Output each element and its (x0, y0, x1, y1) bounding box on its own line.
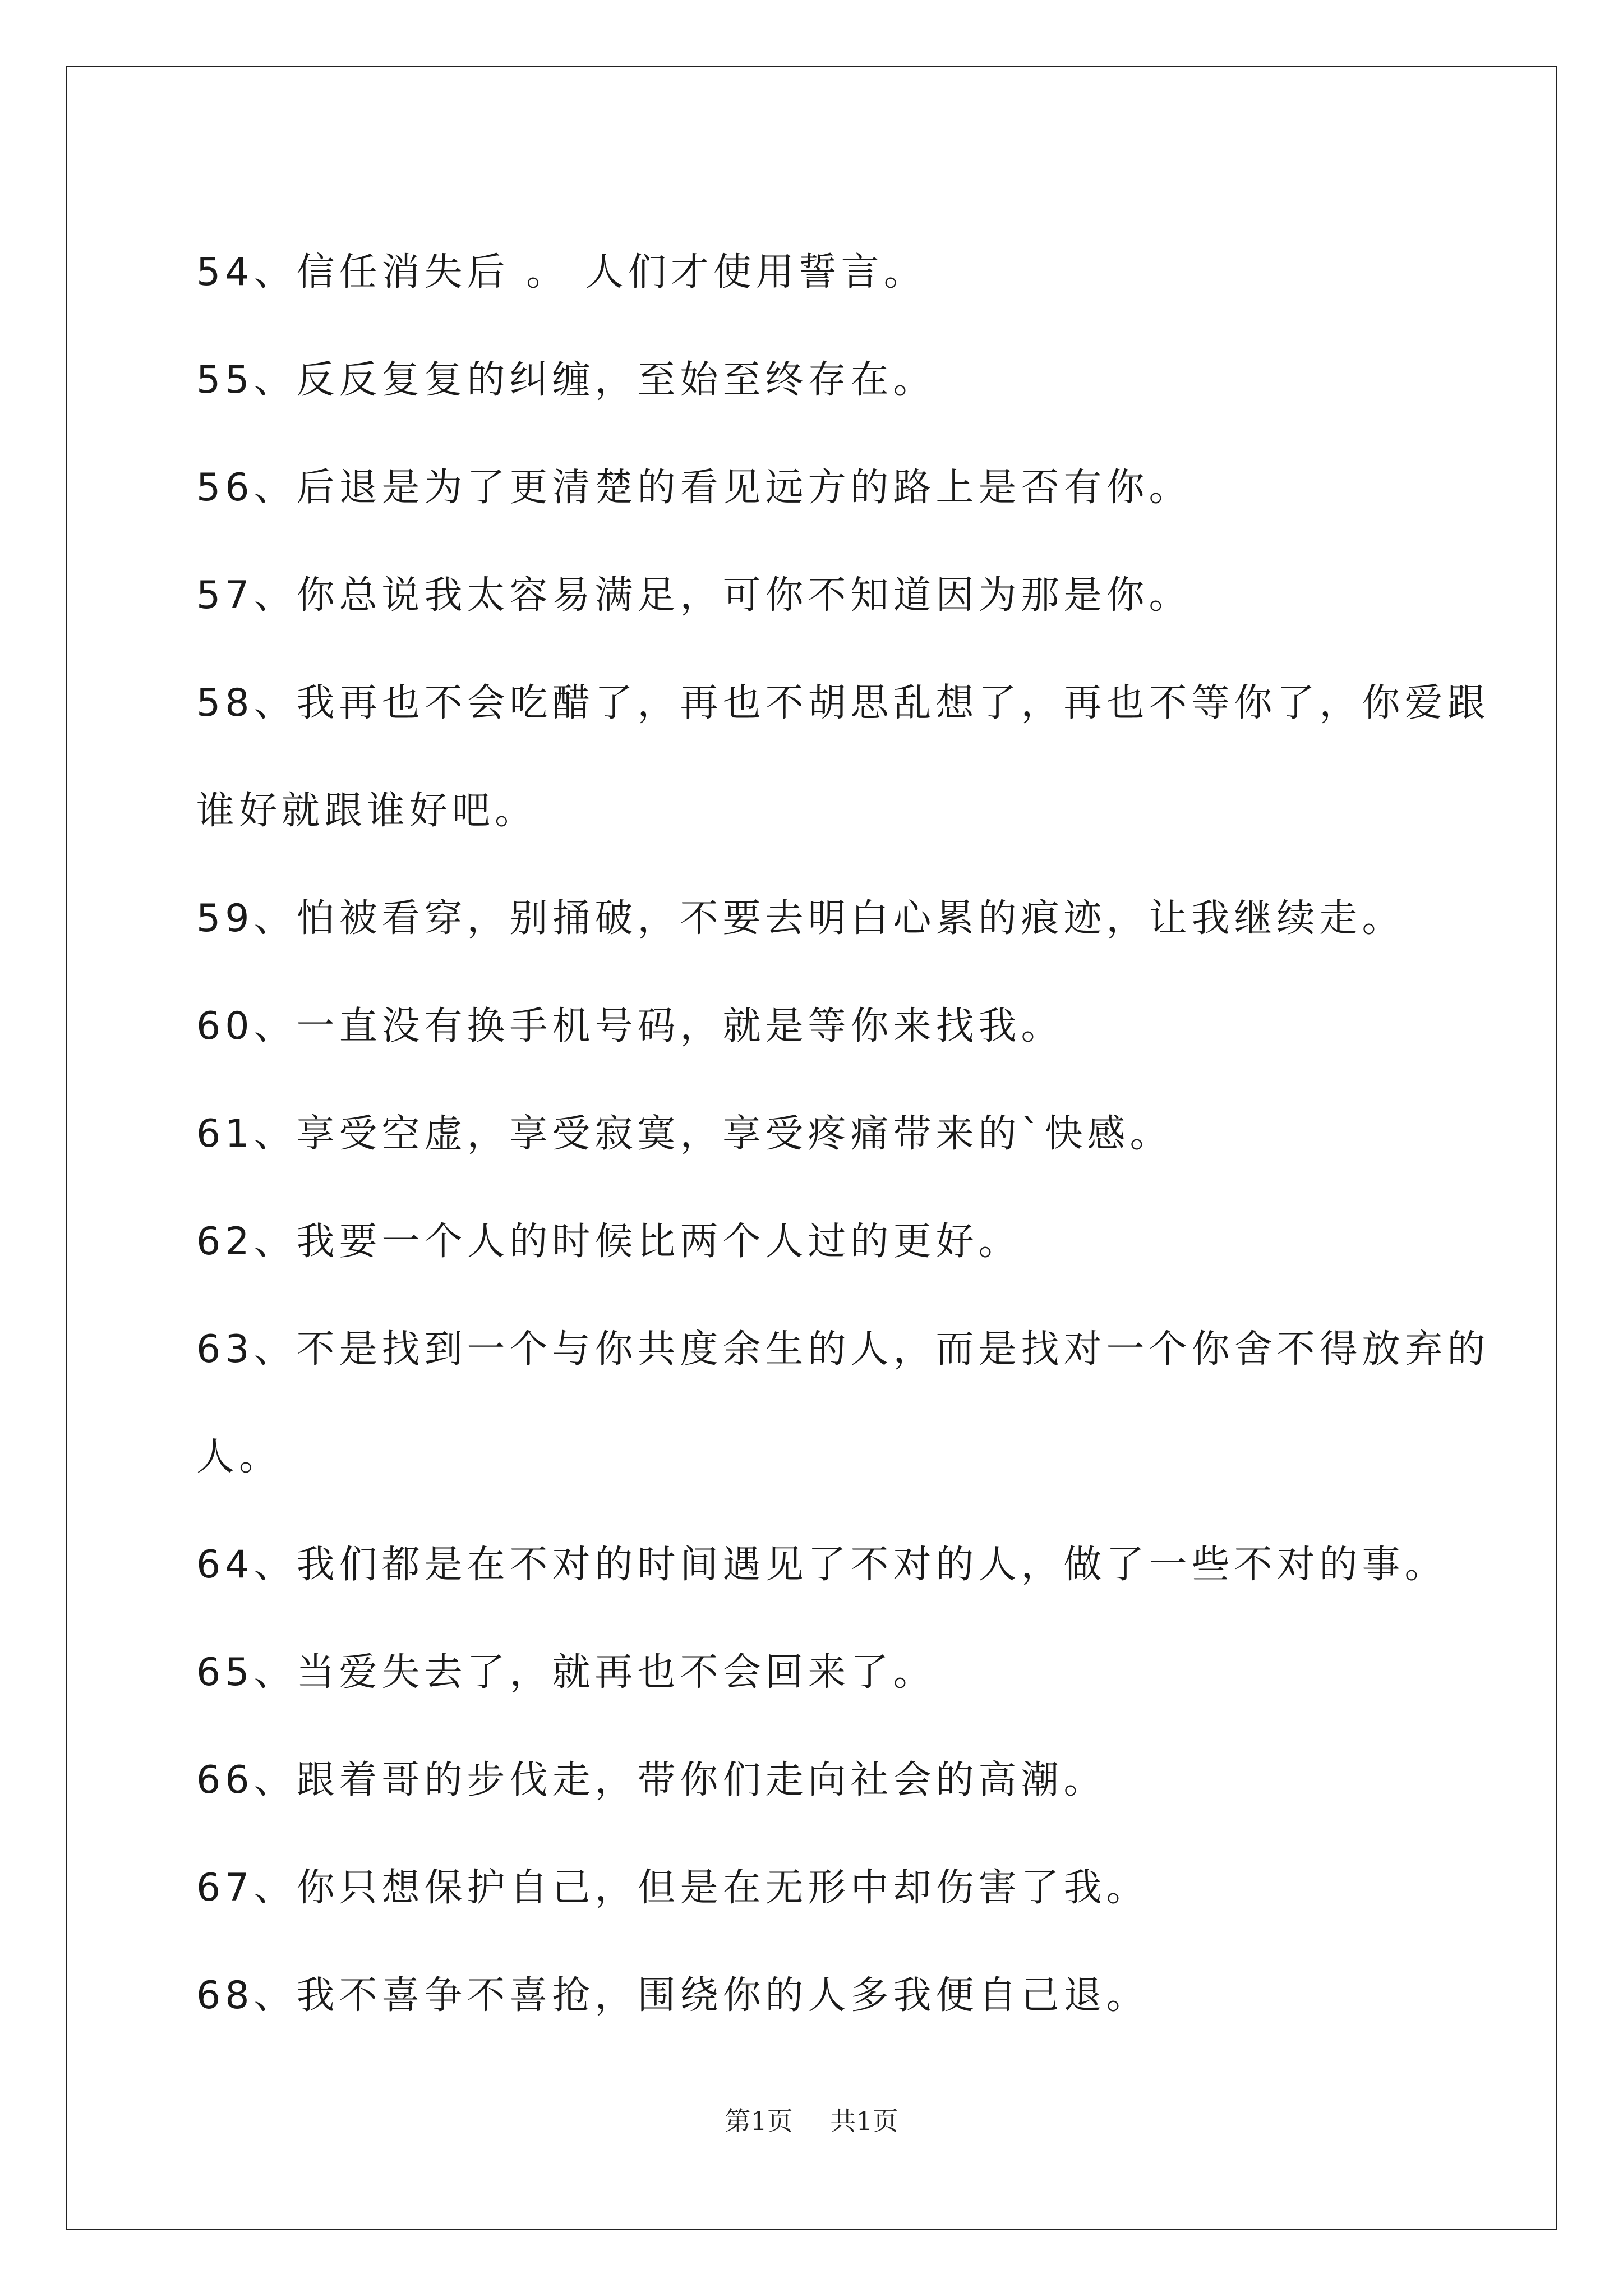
text-line-58: 58、我再也不会吃醋了，再也不胡思乱想了，再也不等你了，你爱跟 (196, 681, 1490, 725)
text-line-60: 60、一直没有换手机号码，就是等你来找我。 (196, 1004, 1064, 1048)
text-line-57: 57、你总说我太容易满足，可你不知道因为那是你。 (196, 573, 1192, 618)
text-line-65: 65、当爱失去了，就再也不会回来了。 (196, 1650, 936, 1695)
text-line-55: 55、反反复复的纠缠，至始至终存在。 (196, 358, 936, 402)
text-line-68: 68、我不喜争不喜抢，围绕你的人多我便自己退。 (196, 1973, 1149, 2018)
text-line-64: 64、我们都是在不对的时间遇见了不对的人，做了一些不对的事。 (196, 1543, 1447, 1587)
text-line-66: 66、跟着哥的步伐走，带你们走向社会的高潮。 (196, 1758, 1106, 1802)
text-line-62: 62、我要一个人的时候比两个人过的更好。 (196, 1220, 1021, 1264)
text-line-63-continued: 人。 (196, 1435, 282, 1479)
text-line-59: 59、怕被看穿，别捅破，不要去明白心累的痕迹，让我继续走。 (196, 896, 1405, 941)
text-line-54: 54、信任消失后 。 人们才使用誓言。 (196, 250, 926, 295)
document-body (196, 219, 1490, 2050)
text-line-61: 61、享受空虚，享受寂寞，享受疼痛带来的`快感。 (196, 1112, 1173, 1156)
page-number: 第1页 (725, 2106, 793, 2136)
text-line-67: 67、你只想保护自己，但是在无形中却伤害了我。 (196, 1866, 1149, 1910)
page-total: 共1页 (830, 2106, 898, 2136)
text-line-56: 56、后退是为了更清楚的看见远方的路上是否有你。 (196, 466, 1192, 510)
text-line-58-continued: 谁好就跟谁好吧。 (196, 789, 538, 833)
page-footer (0, 2101, 1623, 2138)
text-line-63: 63、不是找到一个与你共度余生的人，而是找对一个你舍不得放弃的 (196, 1327, 1490, 1372)
